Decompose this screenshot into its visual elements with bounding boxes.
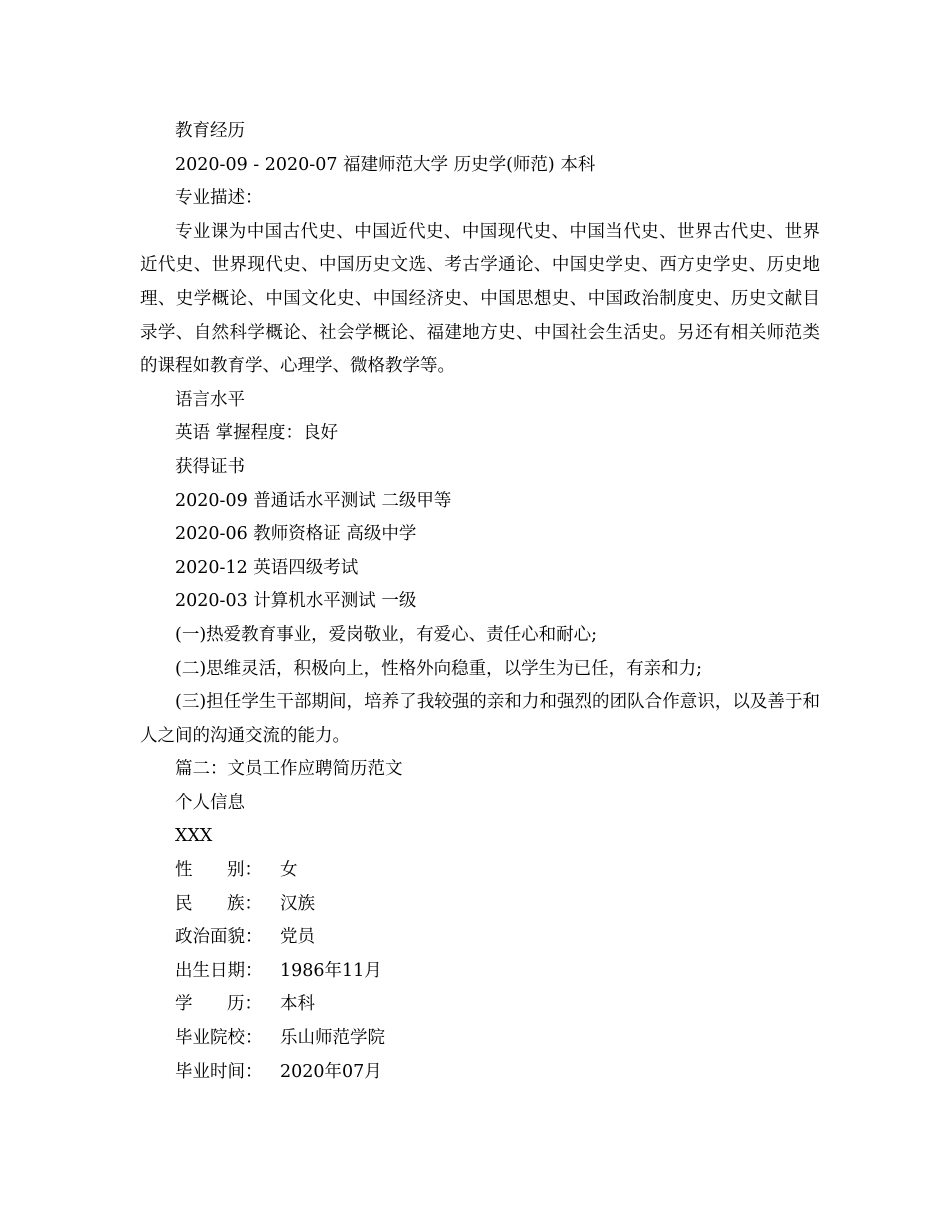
document-body xyxy=(140,115,820,1089)
info-value: 党员 xyxy=(280,927,315,948)
section-title: 篇二：文员工作应聘简历范文 xyxy=(175,759,403,780)
info-label: 出生日期： xyxy=(175,960,263,981)
info-label: 性 别： xyxy=(175,860,262,881)
self-evaluation-item: (一)热爱教育事业，爱岗敬业，有爱心、责任心和耐心; xyxy=(175,624,598,645)
info-label: 民 族： xyxy=(175,893,262,914)
info-row-birth-date xyxy=(140,955,820,989)
major-label: 专业描述： xyxy=(175,188,263,209)
info-row-graduation-date xyxy=(140,1056,820,1090)
certificates-heading: 获得证书 xyxy=(175,456,245,477)
info-row-political-status xyxy=(140,921,820,955)
language-heading: 语言水平 xyxy=(175,389,245,410)
certificate-item: 2020-12 英语四级考试 xyxy=(175,557,359,578)
info-row-school xyxy=(140,1022,820,1056)
info-value: 乐山师范学院 xyxy=(280,1028,385,1049)
applicant-name: XXX xyxy=(175,826,213,847)
info-value: 女 xyxy=(280,860,298,881)
info-row-education xyxy=(140,988,820,1022)
language-entry: 英语 掌握程度：良好 xyxy=(175,423,339,444)
education-heading: 教育经历 xyxy=(175,121,245,141)
certificate-item: 2020-03 计算机水平测试 一级 xyxy=(175,591,417,612)
info-label: 政治面貌： xyxy=(175,927,263,948)
certificate-item: 2020-06 教师资格证 高级中学 xyxy=(175,524,417,545)
info-value: 1986年11月 xyxy=(280,960,382,981)
info-row-gender xyxy=(140,854,820,888)
info-value: 汉族 xyxy=(280,893,315,914)
personal-info-heading: 个人信息 xyxy=(175,792,245,813)
info-label: 毕业院校： xyxy=(175,1028,263,1049)
info-value: 2020年07月 xyxy=(280,1061,382,1082)
info-row-ethnicity xyxy=(140,888,820,922)
certificate-item: 2020-09 普通话水平测试 二级甲等 xyxy=(175,490,452,511)
self-evaluation-item: (三)担任学生干部期间，培养了我较强的亲和力和强烈的团队合作意识，以及善于和人之间的沟通交流的能力。 xyxy=(140,692,820,746)
self-evaluation-item: (二)思维灵活，积极向上，性格外向稳重，以学生为已任，有亲和力; xyxy=(175,658,703,679)
info-value: 本科 xyxy=(280,994,315,1015)
info-label: 毕业时间： xyxy=(175,1061,263,1082)
info-label: 学 历： xyxy=(175,994,262,1015)
education-entry: 2020-09 - 2020-07 福建师范大学 历史学(师范) 本科 xyxy=(175,154,596,175)
major-description: 专业课为中国古代史、中国近代史、中国现代史、中国当代史、世界古代史、世界近代史、世界现代史、中国历史文选、考古学通论、中国史学史、西方史学史、历史地理、史学概论、中国文化史、中国经济史、中国思想史、中国政治制度史、历史文献目录学、自然科学概论、社会学概论、福建地方史、中国社会生活史。另还有相关师范类的课程如教育学、心理学、微格教学等。 xyxy=(140,221,820,377)
